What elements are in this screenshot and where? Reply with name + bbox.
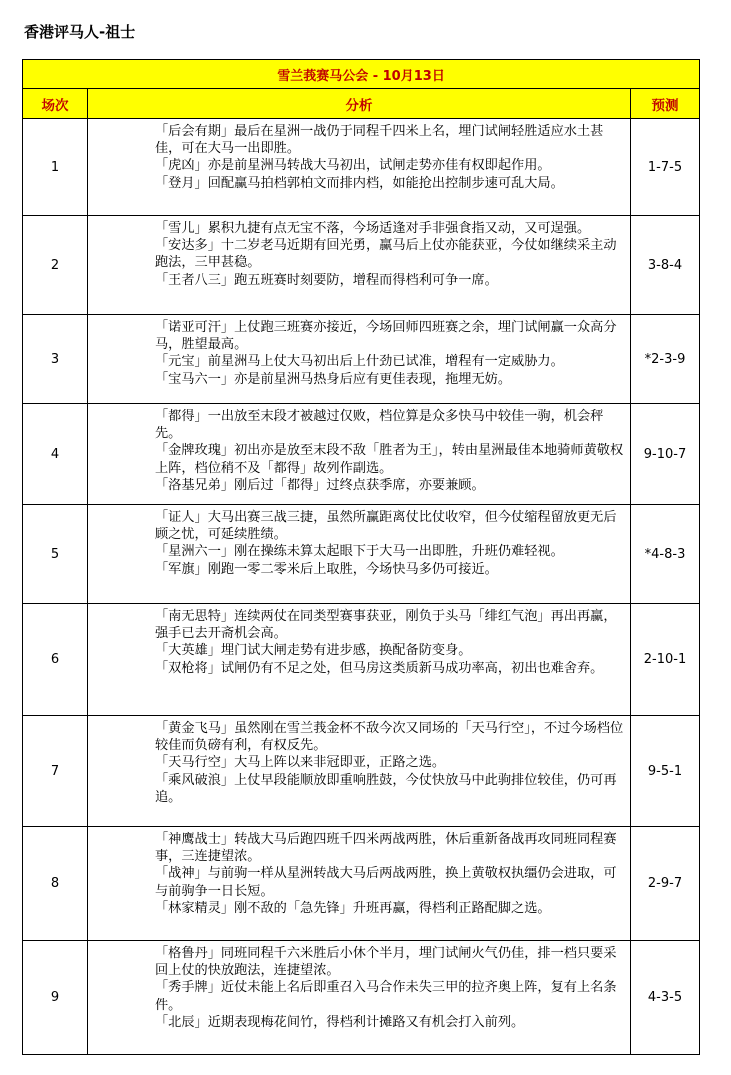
analysis-line: 「后会有期」最后在星洲一战仍于同程千四米上名，埋门试闸轻胜适应水土甚佳，可在大马一出即胜。 [155, 124, 604, 157]
analysis-line: 「星洲六一」刚在操练未算太起眼下于大马一出即胜，升班仍难轻视。 [155, 544, 564, 560]
analysis-line: 「战神」与前驹一样从星洲转战大马后两战两胜，换上黄敬权执缰仍会进取，可与前驹争一日长短。 [155, 866, 617, 899]
analysis-line: 「诺亚可汗」上仗跑三班赛亦接近，今场回师四班赛之余，埋门试闸赢一众高分马，胜望最高。 [155, 320, 617, 353]
header-row [23, 89, 700, 119]
page-title: 香港评马人-祖士 [24, 23, 136, 41]
analysis-line: 「天马行空」大马上阵以来非冠即亚，正路之选。 [155, 755, 446, 771]
analysis-line: 「神鹰战士」转战大马后跑四班千四米两战两胜，休后重新备战再攻同班同程赛事，三连捷望浓。 [155, 832, 617, 865]
race-number: 2 [23, 216, 88, 315]
race-prediction: 3-8-4 [631, 216, 700, 315]
race-prediction: 1-7-5 [631, 119, 700, 216]
analysis-line: 「证人」大马出赛三战三捷，虽然所赢距离仗比仗收窄，但今仗缩程留放更无后顾之忧，可延续胜绩。 [155, 510, 617, 543]
race-analysis [88, 404, 631, 505]
analysis-line: 「大英雄」埋门试大闸走势有进步感，换配备防变身。 [155, 643, 472, 659]
table-row [23, 604, 700, 716]
analysis-line: 「格鲁丹」同班同程千六米胜后小休个半月，埋门试闸火气仍佳，排一档只要采回上仗的快放跑法，连捷望浓。 [155, 946, 617, 979]
race-number: 1 [23, 119, 88, 216]
analysis-line: 「南无思特」连续两仗在同类型赛事获亚，刚负于头马「绯红气泡」再出再赢，强手已去开斋机会高。 [155, 609, 617, 642]
analysis-line: 「乘风破浪」上仗早段能顺放即重响胜鼓，今仗快放马中此驹排位较佳，仍可再追。 [155, 772, 617, 805]
banner-row [23, 60, 700, 89]
analysis-line: 「军旗」刚跑一零二零米后上取胜，今场快马多仍可接近。 [155, 561, 498, 577]
banner-title: 雪兰莪赛马公会 - 10月13日 [23, 60, 700, 89]
analysis-line: 「都得」一出放至末段才被越过仅败，档位算是众多快马中较佳一驹，机会秤先。 [155, 409, 604, 442]
race-prediction: *4-8-3 [631, 505, 700, 604]
analysis-line: 「宝马六一」亦是前星洲马热身后应有更佳表现，拖埋无妨。 [155, 371, 512, 387]
analysis-line: 「元宝」前星洲马上仗大马初出后上什劲已试准，增程有一定威胁力。 [155, 354, 564, 370]
race-number: 3 [23, 315, 88, 404]
race-prediction: 2-10-1 [631, 604, 700, 716]
header-prediction: 预测 [631, 89, 700, 119]
analysis-line: 「王者八三」跑五班赛时刻要防，增程而得档利可争一席。 [155, 272, 498, 288]
analysis-line: 「黄金飞马」虽然刚在雪兰莪金杯不敌今次又同场的「天马行空」，不过今场档位较佳而负磅有利，有权反先。 [155, 721, 624, 754]
race-prediction: 9-5-1 [631, 716, 700, 827]
analysis-line: 「安达多」十二岁老马近期有回光勇，赢马后上仗亦能获亚，今仗如继续采主动跑法，三甲甚稳。 [155, 238, 617, 271]
table-row [23, 716, 700, 827]
analysis-line: 「洛基兄弟」刚后过「都得」过终点获季席，亦要兼顾。 [155, 477, 485, 493]
table-row [23, 941, 700, 1055]
race-analysis [88, 604, 631, 716]
analysis-line: 「北辰」近期表现梅花间竹，得档利计摊路又有机会打入前列。 [155, 1014, 525, 1030]
race-analysis [88, 716, 631, 827]
race-prediction: 9-10-7 [631, 404, 700, 505]
table-row [23, 404, 700, 505]
analysis-line: 「金牌玫瑰」初出亦是放至末段不敌「胜者为王」，转由星洲最佳本地骑师黄敬权上阵，档位稍不及「都得」故列作副选。 [155, 443, 624, 476]
race-analysis [88, 827, 631, 941]
race-number: 5 [23, 505, 88, 604]
table-body [23, 119, 700, 1055]
table-row [23, 119, 700, 216]
analysis-line: 「雪儿」累积九捷有点无宝不落，今场适逢对手非强食指又动，又可逞强。 [155, 221, 591, 236]
analysis-line: 「登月」回配赢马拍档郭柏文而排内档，如能抢出控制步速可乱大局。 [155, 175, 564, 191]
header-race: 场次 [23, 89, 88, 119]
race-analysis [88, 119, 631, 216]
race-number: 7 [23, 716, 88, 827]
tips-table [22, 59, 700, 1055]
race-prediction: 4-3-5 [631, 941, 700, 1055]
analysis-line: 「虎凶」亦是前星洲马转战大马初出，试闸走势亦佳有权即起作用。 [155, 158, 551, 174]
header-analysis: 分析 [88, 89, 631, 119]
table-row [23, 315, 700, 404]
race-number: 6 [23, 604, 88, 716]
race-number: 4 [23, 404, 88, 505]
race-prediction: 2-9-7 [631, 827, 700, 941]
race-number: 8 [23, 827, 88, 941]
table-row [23, 827, 700, 941]
race-number: 9 [23, 941, 88, 1055]
analysis-line: 「秀手牌」近仗未能上名后即重召入马合作未失三甲的拉齐奥上阵，复有上名条件。 [155, 980, 617, 1013]
race-analysis [88, 216, 631, 315]
race-analysis [88, 505, 631, 604]
race-analysis [88, 315, 631, 404]
analysis-line: 「林家精灵」刚不敌的「急先锋」升班再赢，得档利正路配脚之选。 [155, 900, 551, 916]
table-row [23, 216, 700, 315]
table-row [23, 505, 700, 604]
race-prediction: *2-3-9 [631, 315, 700, 404]
race-analysis [88, 941, 631, 1055]
analysis-line: 「双枪将」试闸仍有不足之处，但马房这类质新马成功率高，初出也难舍弃。 [155, 660, 604, 676]
